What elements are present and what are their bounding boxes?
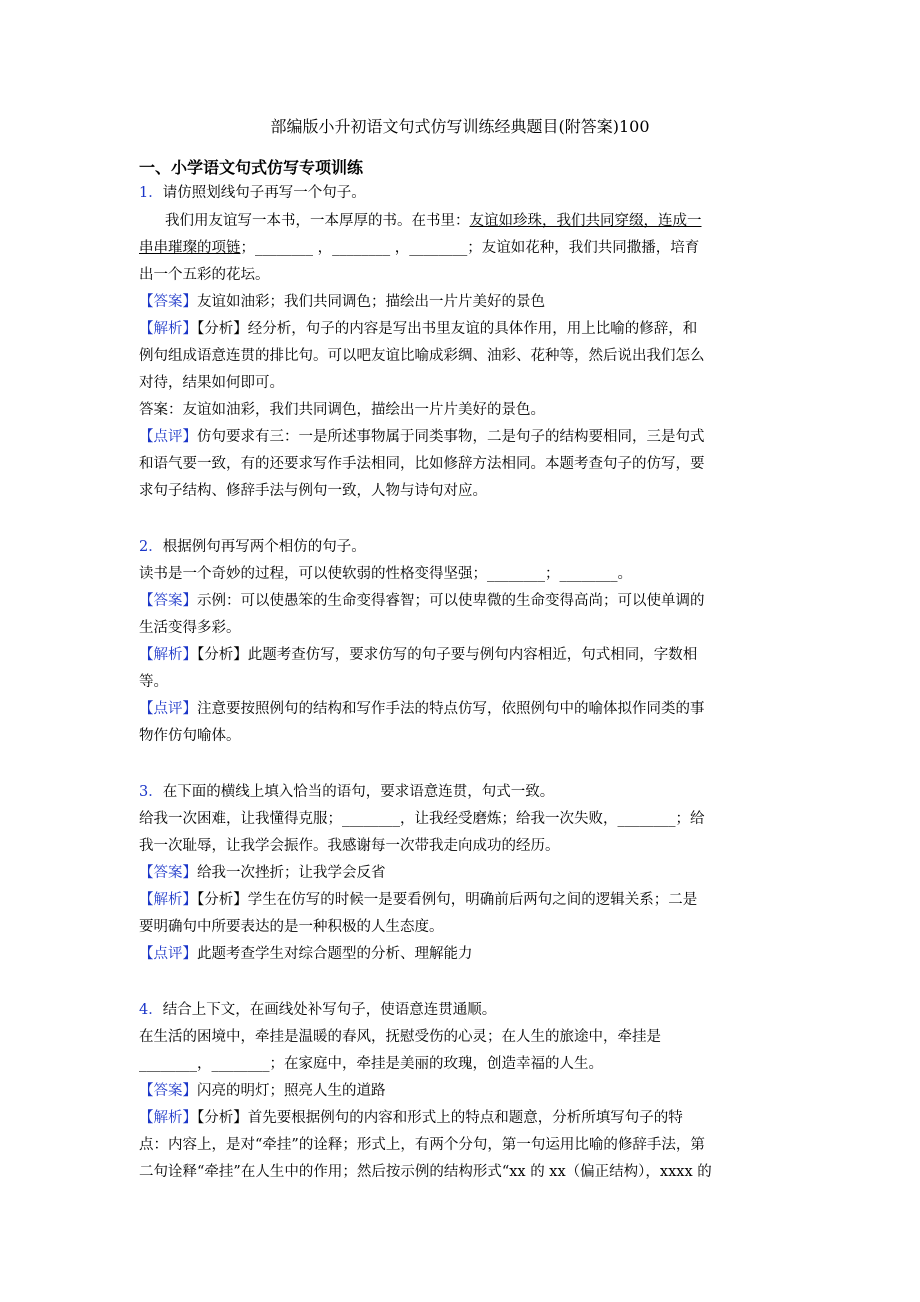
underlined-sentence: 友谊如珍珠，我们共同穿缀，连成一 (469, 213, 702, 229)
section-heading: 一、小学语文句式仿写专项训练 (139, 158, 364, 177)
underlined-sentence: 串串璀璨的项链 (139, 240, 241, 256)
question-3-analysis (139, 890, 784, 910)
question-4-analysis (139, 1108, 784, 1128)
comment-tag: 【点评】 (139, 946, 197, 962)
question-number: 3． (139, 784, 163, 800)
question-2-comment-line: 物作仿句喻体。 (139, 728, 241, 744)
page-title: 部编版小升初语文句式仿写训练经典题目(附答案)100 (270, 117, 650, 136)
question-number: 4． (139, 1002, 163, 1018)
answer-text: 友谊如油彩；我们共同调色；描绘出一片片美好的景色 (197, 294, 545, 310)
question-3-text-line: 我一次耻辱，让我学会振作。我感谢每一次带我走向成功的经历。 (139, 838, 560, 854)
question-1-comment-line: 求句子结构、修辞手法与例句一致，人物与诗句对应。 (139, 483, 487, 499)
text-span: ；________ ，________ ，________；友谊如花种，我们共同撒播，培育 (240, 240, 700, 256)
comment-text: 注意要按照例句的结构和写作手法的特点仿写，依照例句中的喻体拟作同类的事 (197, 701, 705, 717)
question-3-text-line: 给我一次困难，让我懂得克服；________，让我经受磨炼；给我一次失败，________；给 (139, 811, 705, 827)
question-4-answer (139, 1081, 784, 1101)
question-1-analysis-line: 例句组成语意连贯的排比句。可以吧友谊比喻成彩绸、油彩、花种等，然后说出我们怎么 (139, 348, 705, 364)
analysis-tag: 【解析】 (139, 647, 197, 663)
analysis-text: 【分析】经分析，句子的内容是写出书里友谊的具体作用，用上比喻的修辞，和 (197, 321, 698, 337)
question-2-analysis (139, 645, 784, 665)
comment-tag: 【点评】 (139, 429, 197, 445)
analysis-text: 【分析】学生在仿写的时候一是要看例句，明确前后两句之间的逻辑关系；二是 (197, 892, 698, 908)
question-3-prompt (139, 782, 784, 802)
question-1-analysis-line: 答案：友谊如油彩，我们共同调色，描绘出一片片美好的景色。 (139, 402, 545, 418)
answer-text: 示例：可以使愚笨的生命变得睿智；可以使卑微的生命变得高尚；可以使单调的 (197, 593, 705, 609)
question-1-comment (139, 427, 784, 447)
question-4-text-line: 在生活的困境中，牵挂是温暖的春风，抚慰受伤的心灵；在人生的旅途中，牵挂是 (139, 1029, 661, 1045)
text-span: 我们用友谊写一本书，一本厚厚的书。在书里： (165, 213, 470, 229)
question-3-comment (139, 944, 784, 964)
prompt-text: 结合上下文，在画线处补写句子，使语意连贯通顺。 (162, 1002, 497, 1018)
analysis-tag: 【解析】 (139, 892, 197, 908)
answer-tag: 【答案】 (139, 1083, 197, 1099)
question-2-answer (139, 591, 784, 611)
question-2-analysis-line: 等。 (139, 674, 168, 690)
question-4-text-line: ________，________；在家庭中，牵挂是美丽的玫瑰，创造幸福的人生。 (139, 1056, 603, 1072)
question-1-analysis-line: 对待，结果如何即可。 (139, 375, 284, 391)
question-1-prompt (139, 183, 784, 203)
answer-tag: 【答案】 (139, 294, 197, 310)
prompt-text: 请仿照划线句子再写一个句子。 (162, 185, 366, 201)
prompt-text: 在下面的横线上填入恰当的语句，要求语意连贯，句式一致。 (162, 784, 555, 800)
question-1-text-line (165, 211, 784, 231)
question-2-text-line: 读书是一个奇妙的过程，可以使软弱的性格变得坚强；________；________。 (139, 566, 632, 582)
answer-text: 闪亮的明灯；照亮人生的道路 (197, 1083, 386, 1099)
comment-text: 此题考查学生对综合题型的分析、理解能力 (197, 946, 473, 962)
question-1-text-line (139, 238, 784, 258)
question-number: 1． (139, 185, 163, 201)
question-4-prompt (139, 1000, 784, 1020)
analysis-text: 【分析】此题考查仿写，要求仿写的句子要与例句内容相近，句式相同，字数相 (197, 647, 698, 663)
prompt-text: 根据例句再写两个相仿的句子。 (162, 539, 366, 555)
question-2-answer-line: 生活变得多彩。 (139, 620, 241, 636)
comment-text: 仿句要求有三：一是所述事物属于同类事物，二是句子的结构要相同，三是句式 (197, 429, 705, 445)
analysis-tag: 【解析】 (139, 321, 197, 337)
question-1-comment-line: 和语气要一致，有的还要求写作手法相同，比如修辞方法相同。本题考查句子的仿写，要 (139, 456, 705, 472)
question-2-comment (139, 699, 784, 719)
question-4-analysis-line: 点：内容上，是对“牵挂”的诠释；形式上，有两个分句，第一句运用比喻的修辞手法，第 (139, 1137, 705, 1153)
question-1-analysis (139, 319, 784, 339)
analysis-tag: 【解析】 (139, 1110, 197, 1126)
analysis-text: 【分析】首先要根据例句的内容和形式上的特点和题意，分析所填写句子的特 (197, 1110, 683, 1126)
answer-text: 给我一次挫折；让我学会反省 (197, 865, 386, 881)
comment-tag: 【点评】 (139, 701, 197, 717)
answer-tag: 【答案】 (139, 593, 197, 609)
question-3-answer (139, 863, 784, 883)
question-number: 2． (139, 539, 163, 555)
question-4-analysis-line: 二句诠释“牵挂”在人生中的作用；然后按示例的结构形式“xx 的 xx（偏正结构），xxxx 的 (139, 1164, 712, 1180)
question-1-text-line: 出一个五彩的花坛。 (139, 267, 270, 283)
question-2-prompt (139, 537, 784, 557)
question-3-analysis-line: 要明确句中所要表达的是一种积极的人生态度。 (139, 919, 444, 935)
answer-tag: 【答案】 (139, 865, 197, 881)
question-1-answer (139, 292, 784, 312)
